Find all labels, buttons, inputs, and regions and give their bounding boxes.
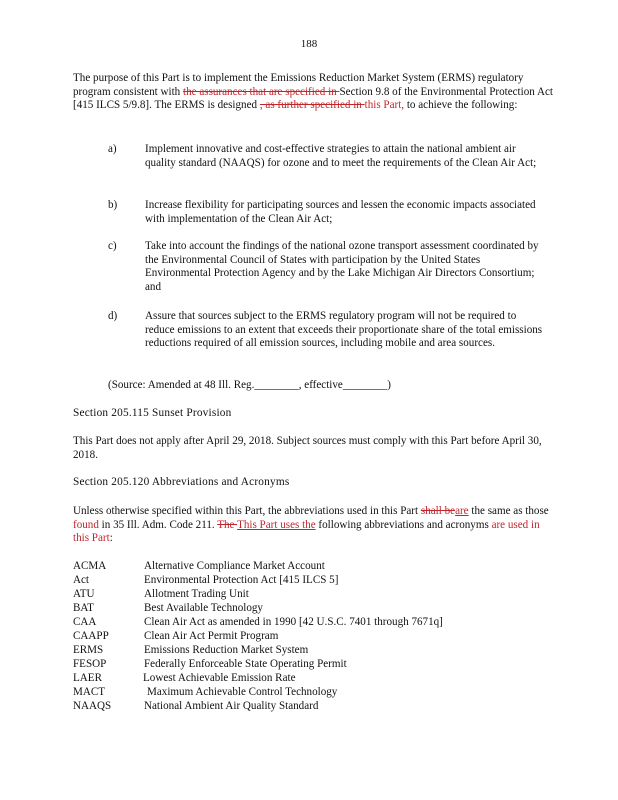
s120-deleted-1: shall be [420,505,456,517]
purpose-deleted-2: , as further specified in [259,99,365,112]
abbreviation-term: FESOP [73,658,107,670]
list-item-label: d) [108,310,118,322]
purpose-inserted-1: this Part, [364,99,405,112]
abbreviation-term: BAT [73,602,94,614]
list-item-text: Take into account the findings of the national ozone transport assessment coordinated by the Environmental Council of States with participation by the United States Environmental Protection Agency and by the Lake Michigan Air Directors Consortium; and [145,240,539,293]
list-item-text: Implement innovative and cost-effective strategies to attain the national ambient air quality standard (NAAQS) for ozone and to meet the requirements of the Clean Air Act; [145,143,537,169]
abbreviation-definition: Clean Air Act as amended in 1990 [42 U.S.C. 7401 through 7671q] [144,616,443,628]
list-item-label: b) [108,199,118,211]
abbreviation-row [73,643,533,657]
abbreviation-term: Act [73,574,90,586]
abbreviation-row [73,685,533,699]
abbreviation-definition: Allotment Trading Unit [144,588,249,600]
abbreviation-term: CAAPP [73,630,109,642]
s120-text-4: following abbreviations and acronyms [315,518,492,531]
abbreviation-definition: National Ambient Air Quality Standard [144,700,319,712]
abbreviation-row [73,573,533,587]
abbreviation-term: ATU [73,588,95,600]
abbreviation-term: ACMA [73,560,107,572]
abbreviation-row [73,699,533,713]
section-120-heading: Section 205.120 Abbreviations and Acronyms [73,476,290,488]
section-120-paragraph [73,505,553,546]
abbreviation-definition: Clean Air Act Permit Program [144,630,279,642]
list-item-text: Increase flexibility for participating sources and lessen the economic impacts associated with implementation of the Clean Air Act; [145,199,536,225]
s120-deleted-3: are used in this Part [73,518,540,545]
purpose-text-3: to achieve the following: [404,99,518,112]
s120-inserted-3: This Part uses the [237,518,316,531]
s120-text-1: Unless otherwise specified within this Part, the abbreviations used in this Part [73,505,421,517]
purpose-deleted-1: the assurances that are specified in [183,85,340,98]
abbreviation-row [73,615,533,629]
abbreviation-term: ERMS [73,644,104,656]
abbreviation-term: LAER [73,672,102,684]
s120-deleted-2: The [217,518,238,531]
s120-text-2: the same as those [468,505,549,517]
purpose-paragraph [73,72,553,113]
abbreviation-row [73,601,533,615]
s120-text-3: in 35 Ill. Adm. Code 211. [98,518,218,531]
abbreviations-list [73,559,533,713]
purpose-text-2: Section 9.8 of the Environmental Protection Act [415 ILCS 5/9.8]. The ERMS is designed [73,85,553,112]
list-item-text: Assure that sources subject to the ERMS regulatory program will not be required to reduce emissions to an extent that exceeds their proportionate share of the total emissions reductions required of all emission sources, including mobile and area sources. [145,310,543,350]
abbreviation-definition: Best Available Technology [144,602,263,614]
s120-text-5: : [109,532,113,545]
list-item-label: c) [108,240,117,252]
abbreviation-row [73,671,533,685]
abbreviation-definition: Lowest Achievable Emission Rate [143,672,296,684]
abbreviation-definition: Maximum Achievable Control Technology [147,686,338,698]
section-115-heading: Section 205.115 Sunset Provision [73,407,232,419]
abbreviation-row [73,657,533,671]
s120-inserted-2: found [73,518,99,531]
abbreviation-definition: Federally Enforceable State Operating Permit [144,658,347,670]
abbreviation-row [73,559,533,573]
purpose-text-1: The purpose of this Part is to implement the Emissions Reduction Market System (ERMS) regulatory program consistent with [73,72,524,98]
s120-inserted-1: are [455,505,469,517]
abbreviation-definition: Environmental Protection Act [415 ILCS 5] [144,574,339,586]
abbreviation-definition: Alternative Compliance Market Account [144,560,325,572]
abbreviation-row [73,587,533,601]
page-number: 188 [300,38,318,50]
abbreviation-term: CAA [73,616,97,628]
abbreviation-term: NAAQS [73,700,112,712]
abbreviation-row [73,629,533,643]
section-115-text: This Part does not apply after April 29, 2018. Subject sources must comply with this Part before April 30, 2018. [73,435,542,461]
list-item-label: a) [108,143,117,155]
abbreviation-definition: Emissions Reduction Market System [144,644,309,656]
abbreviation-term: MACT [73,686,106,698]
source-note: (Source: Amended at 48 Ill. Reg.________, effective________) [108,379,391,391]
